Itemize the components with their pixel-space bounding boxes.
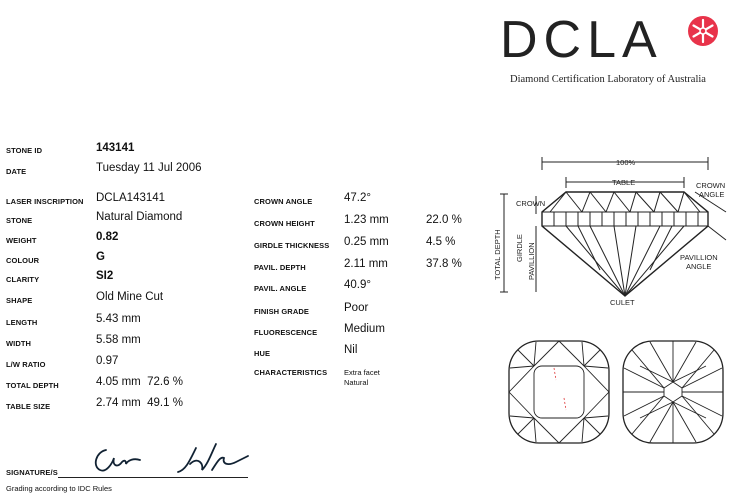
signature-line [58, 477, 248, 478]
stone-id-value: 143141 [96, 142, 135, 154]
diagram-girdle: GIRDLE [515, 234, 524, 262]
length-value: 5.43 mm [96, 313, 141, 325]
total-depth-label: TOTAL DEPTH [6, 381, 59, 390]
table-size-label: TABLE SIZE [6, 402, 51, 411]
stone-id-label: STONE ID [6, 146, 43, 155]
logo [500, 10, 663, 70]
colour-label: COLOUR [6, 256, 40, 265]
stone-value: Natural Diamond [96, 211, 183, 223]
characteristics-value-2: Natural [344, 378, 369, 387]
hue-label: HUE [254, 349, 271, 358]
clarity-value: SI2 [96, 270, 114, 282]
crown-height-value: 1.23 mm [344, 214, 389, 226]
diamond-profile-diagram [490, 150, 734, 310]
date-value: Tuesday 11 Jul 2006 [96, 162, 202, 174]
characteristics-label: CHARACTERISTICS [254, 368, 328, 377]
diagram-pavillion-angle-2: ANGLE [686, 262, 712, 271]
diagram-pavillion: PAVILLION [527, 242, 536, 280]
weight-value: 0.82 [96, 231, 119, 243]
clarity-label: CLARITY [6, 275, 40, 284]
diamond-top-view-pavilion [620, 338, 726, 446]
diamond-top-view-crown [506, 338, 612, 446]
signature-2 [172, 434, 252, 480]
diagram-crown-angle-2: ANGLE [699, 190, 725, 199]
lw-ratio-label: L/W RATIO [6, 360, 46, 369]
logo-text: DCLA [500, 11, 663, 69]
crown-angle-label: CROWN ANGLE [254, 197, 313, 206]
pavil-angle-value: 40.9° [344, 279, 371, 291]
table-size-value: 2.74 mm 49.1 % [96, 397, 183, 409]
laser-inscription-value: DCLA143141 [96, 192, 166, 204]
crown-height-label: CROWN HEIGHT [254, 219, 315, 228]
crown-angle-value: 47.2° [344, 192, 371, 204]
fluorescence-value: Medium [344, 323, 385, 335]
shape-value: Old Mine Cut [96, 291, 164, 303]
diagram-pavillion-angle-1: PAVILLION [680, 253, 718, 262]
shape-label: SHAPE [6, 296, 33, 305]
pavil-depth-value: 2.11 mm [344, 258, 388, 270]
total-depth-value: 4.05 mm 72.6 % [96, 376, 183, 388]
diagram-crown: CROWN [516, 199, 546, 208]
fluorescence-label: FLUORESCENCE [254, 328, 318, 337]
colour-value: G [96, 251, 105, 263]
weight-label: WEIGHT [6, 236, 37, 245]
girdle-thickness-pct: 4.5 % [426, 236, 456, 248]
logo-subtitle: Diamond Certification Laboratory of Australia [510, 74, 706, 85]
width-value: 5.58 mm [96, 334, 141, 346]
signature-1 [88, 438, 158, 478]
diagram-100pct: 100% [616, 158, 636, 167]
lw-ratio-value: 0.97 [96, 355, 119, 367]
laser-inscription-label: LASER INSCRIPTION [6, 197, 84, 206]
diagram-table: TABLE [612, 178, 636, 187]
stone-label: STONE [6, 216, 33, 225]
hue-value: Nil [344, 344, 358, 356]
width-label: WIDTH [6, 339, 32, 348]
date-label: DATE [6, 167, 27, 176]
crown-height-pct: 22.0 % [426, 214, 462, 226]
logo-flower-icon [686, 14, 720, 48]
diagram-total-depth: TOTAL DEPTH [493, 229, 502, 280]
grading-note: Grading according to IDC Rules [6, 484, 112, 493]
characteristics-value-1: Extra facet [344, 368, 380, 377]
pavil-depth-label: PAVIL. DEPTH [254, 263, 306, 272]
pavil-depth-pct: 37.8 % [426, 258, 462, 270]
finish-grade-value: Poor [344, 302, 369, 314]
girdle-thickness-value: 0.25 mm [344, 236, 389, 248]
diagram-crown-angle-1: CROWN [696, 181, 726, 190]
finish-grade-label: FINISH GRADE [254, 307, 309, 316]
diagram-culet: CULET [610, 298, 635, 307]
signatures-label: SIGNATURE/S [6, 468, 58, 477]
length-label: LENGTH [6, 318, 38, 327]
girdle-thickness-label: GIRDLE THICKNESS [254, 241, 330, 250]
pavil-angle-label: PAVIL. ANGLE [254, 284, 307, 293]
